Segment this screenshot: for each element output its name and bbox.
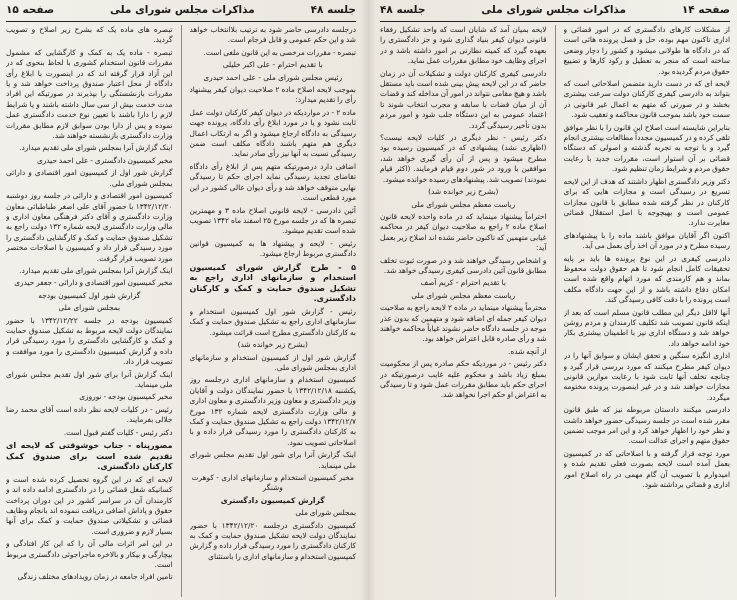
paragraph: دکتر رئیس - کلیات گفتم قبول است. bbox=[63, 427, 173, 437]
paragraph: لایحه ای که در این گروه تحصیل کرده شده است و کسانیکه شغل قضائی را در دادگستری ادامه داده اند و کارمندان آن در سراسر کشور در این دوران پرداخت حقوق و پاداش اضافی دریافت ننموده اند بانجام وظایف قضائی و تشکیلاتی صندوق حمایت و کمک برای آنها بسیار لازم و ضروری است. bbox=[6, 474, 173, 536]
paragraph: از مشکلات کارهای دادگستری که در امور قضائی و اداری تاکنون مهم بوده، حل و فصل پرونده هائی است که در دادگاه ها طولانی میشود و کشور را دچار وضعی ساخته است که منجر به تعطیل و رکود کارها و تضییع حقوق مردم گردیده بود. bbox=[563, 25, 730, 76]
paragraph: اضافی دارد درصورتیکه متهم پس از ابلاغ رأی دادگاه تقاضای تجدید رسیدگی نماید اجرای حکم تا رسیدگی نهایی متوقف خواهد شد و رأی دیوان عالی کشور در این مورد قطعی است. bbox=[189, 161, 356, 203]
page-header bbox=[380, 4, 730, 20]
session-label: جلسه ۴۸ bbox=[310, 4, 356, 16]
page-header-title: مذاکرات مجلس شورای ملی bbox=[110, 4, 255, 16]
paragraph: کمیسیون بودجه در جلسه ۱۳۴۲/۱۲/۲۲ با حضور نمایندگان دولت لایحه مربوط به تشکیل صندوق حمایت و کمک و کارگشایی دادگستری را مورد رسیدگی قرار داده و گزارش کمیسیون دادگستری را مورد موافقت و تصویب قرار داد. bbox=[6, 315, 173, 367]
paragraph: احتراماً پیشنهاد مینماید که در ماده واحده لایحه قانون اصلاح ماده ۲ راجع به صلاحیت دیوان کیفر در محاکمه غیابی متهمین که تاکنون حاضر نشده اند اصلاح زیر بعمل آید: bbox=[380, 211, 547, 253]
header-rule bbox=[6, 21, 356, 22]
paragraph: دکتر رئیس - در موردیکه حکم صادره پس از محکومیت بمبلغ زیاد باشد و محکوم علیه غایب درصورتیکه در اجرای حکم باید مطابق مقررات عمل شود و تا رسیدگی به اعتراض او حکم اجرا نخواهد شد. bbox=[380, 359, 547, 400]
header-rule bbox=[380, 21, 730, 22]
column-divider bbox=[181, 25, 182, 597]
paragraph: کمیسیون استخدام و سازمانهای اداری درجلسه روز یکشنبه ۱۳۴۲/۱۲/۱۸ با حضور نمایندگان دولت و آقایان وزیر دادگستری و معاون وزیر دادگستری و معاون اداری و مالی وزارت دادگستری لایحه شماره ۱۳۲ مورخ ۱۳۴۲/۱۲/۷ دولت راجع به تشکیل صندوق حمایت و کمک به کارکنان دادگستری را مورد رسیدگی قرار داده و با اصلاحاتی تصویب نمود. bbox=[189, 375, 356, 447]
centered-line: مخبر کمیسیون استخدام و سازمانهای اداری - کوهرت وشنگر bbox=[191, 473, 354, 493]
paragraph: لایحه بمیان آمد که شایان است که واحد تشکیل رفقاء قانونی دیوان کیفر بنیاد گذاری شود و جز دادگستری را بعهده گیرد که کمیته نظارتی بر امور داشته باشد و در اجرای وظایف خود مطابق مقررات عمل نماید. bbox=[380, 25, 547, 66]
paragraph: گزارش شور اول از کمیسیون امور اقتصادی و دارائی بمجلس شورای ملی. bbox=[6, 168, 173, 188]
centered-line: با تقدیم احترام - علی اکبر خلیلی bbox=[222, 60, 323, 70]
column-divider bbox=[555, 25, 556, 597]
centered-line: ریاست معظم مجلس شورای ملی bbox=[411, 290, 516, 300]
paragraph: اینک گزارش آنرا برای شور اول تقدیم مجلس شورای ملی مینماید. bbox=[6, 369, 173, 389]
text-columns bbox=[6, 25, 356, 597]
paragraph: گزارش شور اول از کمیسیون استخدام و سازمانهای اداری بمجلس شورای ملی. bbox=[189, 352, 356, 372]
paragraph: رئیس - لایحه و پیشنهاد ها به کمیسیون قوانین دادگستری مربوط ارجاع میشود. bbox=[189, 238, 356, 259]
paragraph: مخبر کمیسیون بودجه - نوروزی bbox=[79, 392, 173, 402]
paragraph: اینک گزارش آنرا برای شور اول تقدیم مجلس شورای ملی مینماید. bbox=[189, 450, 356, 470]
paragraph: آنها لااقل دیگر این مطلب قانون مسلم است که بعد از اینکه قانون تصویب شد تکلیف کارمندان و مردم روشن خواهد شد و دستگاه اداری نیز با اطمینان بیشتری بکار خود ادامه خواهد داد. bbox=[563, 307, 730, 348]
centered-line: رئیس مجلس شورای ملی - علی احمد حیدری bbox=[203, 72, 343, 82]
centered-line: ریاست معظم مجلس شورای ملی bbox=[411, 199, 516, 209]
paragraph: دادرسی کیفری کارکنان دولت و تشکیلات آن در زمان حاضر که در این لایحه پیش بینی شده است باید مستقل باشد و هیچ مقامی نتواند در امور آن مداخله کند و قضات آن از میان قضات با سابقه و مجرب انتخاب شوند تا اعتماد عمومی به این دستگاه جلب شود و امور مردم بدون تأخیر رسیدگی گردد. bbox=[380, 68, 547, 130]
paragraph: در این امر اثرات مالی آن را که این کار افتادگی و بیچارگی و بیکار و بالاخره ماجراجوئی دادگستری مربوط است. bbox=[6, 539, 173, 570]
paragraph: درجلسه دادرسی حاضر شود به ترتیب بلاانتخاب خواهد شد و این حکم عمومی و قابل فرجام است. bbox=[189, 25, 356, 45]
centered-line: گزارش شور اول کمیسیون بودجه bbox=[38, 290, 141, 300]
column-right bbox=[564, 25, 731, 597]
centered-line: (بشرح زیر خوانده شد) bbox=[237, 340, 308, 350]
paragraph: رئیس - در کلیات لایحه نظر داده است آقای محمد رضا جلالی بفرمایند. bbox=[6, 404, 173, 425]
column-left bbox=[6, 25, 173, 597]
centered-line: (بشرح زیر خوانده شد) bbox=[428, 187, 499, 197]
paragraph: ماده ۲ - در مواردیکه در دیوان کیفر کارکنان دولت عمل ثابت نشود و یا در مورد ابلاغ رأی دادگاه، پرونده جهت رسیدگی به دادگاه ارجاع میشود و اگر به ارتکاب اعمال دیگری هم متهم باشند دادگاه مکلف است ضمن رسیدگی نسبت به آنها نیز رأی صادر نماید. bbox=[189, 107, 356, 159]
column-left bbox=[380, 25, 547, 597]
page-header bbox=[6, 4, 356, 20]
paragraph: از آنچه شده. bbox=[508, 346, 547, 356]
section-heading: ۵ - طرح گزارش شورای کمیسیون استخدام و سازمانهای اداری راجع به تشکیل صندوق حمایت و کمک و کارکنان دادگستری. bbox=[189, 262, 356, 304]
page-number: صفحه ۱۴ bbox=[681, 4, 730, 16]
paragraph: تبصره - مقررات مرخصی به این قانون ملغی است. bbox=[203, 47, 356, 57]
session-label: جلسه ۴۸ bbox=[380, 4, 426, 16]
page-number: صفحه ۱۵ bbox=[6, 4, 55, 16]
paragraph: بمجلس شورای ملی bbox=[295, 508, 356, 518]
paragraph: دکتر رئیس - نظر دیگری در کلیات لایحه نیست؟ (اظهاری نشد) پیشنهادی که در کمیسیون رسیده بود مطرح میشود و پس از آن رأی گیری خواهد شد، موافقین با ورود در شور دوم قیام فرمایند. (اکثر قیام نمودند) تصویب شد. پیشنهادهای رسیده خوانده میشود. bbox=[380, 133, 547, 184]
paragraph: تبصره - ماده یک به کمک و کارگشایی که مشمول مقررات قانون استخدام کشوری با لحاظ بنحوی که در این آزاد قرار گرفته اند که در اینصورت با ابلاغ رأی دادگاه از محل اعتبار صندوق پرداخت خواهد شد و یا مقررات بازنشستگی را بپذیرند در صورتیکه این افراد مدت خدمت بیش از سی سال داشته باشند و یا شرایط لازم را دارا باشند با تعیین نوع خدمت دادگستری عمل نموده و پس از دارا بودن سوابق لازم مطابق مقررات وزارت دادگستری بازنشسته خواهند شد. bbox=[6, 47, 173, 141]
page-15 bbox=[0, 0, 368, 600]
paragraph: دکتر وزیر دادگستری اظهار داشتند که هدف از این لایحه تسریع در رسیدگی است و مجازات هایی که برای کارکنان در نظر گرفته شده مطابق با قانون مجازات عمومی است و بهیچوجه با اصل استقلال قضائی مغایرت ندارد. bbox=[563, 176, 730, 228]
paragraph: اداری انگیزه سنگین و تحقق ایشان و سوابق آنها را در دیوان کیفر مطرح میکنند که مورد بررسی قرار گیرد و چنانچه تخلف آنها ثابت شود با رعایت موازین قانونی مجازات خواهند شد و در غیر اینصورت پرونده مختومه میگردد. bbox=[563, 351, 730, 402]
text-columns bbox=[380, 25, 730, 597]
paragraph: رئیس - گزارش شور اول کمیسیون استخدام و سازمانهای اداری راجع به تشکیل صندوق حمایت و کمک به کارکنان دادگستری مطرح است قرائت میشود. bbox=[189, 306, 356, 337]
paragraph: و اشخاص رسیدگی خواهند شد و در صورت ثبوت تخلف مطابق قانون آئین دادرسی کیفری رسیدگی خواهد شد. bbox=[380, 255, 547, 275]
paragraph: دادرسی کیفری در این نوع پرونده ها باید بر پایه تحقیقات کامل انجام شود تا هم حقوق دولت محفوظ بماند و هم کارمندی که مورد اتهام واقع شده است امکان دفاع داشته باشد و از این جهت دادگاه مکلف است پرونده را با دقت کافی رسیدگی کند. bbox=[563, 253, 730, 305]
column-right bbox=[190, 25, 357, 597]
paragraph: دادرسی میکنند دادستان مربوطه نیز که طبق قانون مقرر شده است در جلسه رسیدگی حضور خواهد داشت و نظر خود را اظهار خواهد کرد و این امر موجب تضمین حقوق متهم و اجرای عدالت است. bbox=[563, 405, 730, 446]
paragraph: کمیسیون دادگستری درجلسه ۱۳۴۲/۱۲/۲۰ با حضور نمایندگان دولت لایحه تشکیل صندوق حمایت و کمک به کارکنان دادگستری را مورد رسیدگی قرار داده و گزارش کمیسیون استخدام و سازمانهای اداری را باستثنای bbox=[189, 520, 356, 561]
page-14 bbox=[368, 0, 736, 600]
signature-line: گزارش کمیسیون دادگستری bbox=[220, 495, 325, 505]
paragraph: اینک گزارش آنرا بمجلس شورای ملی تقدیم میدارد. bbox=[19, 265, 173, 275]
centered-line: بمجلس شورای ملی bbox=[58, 303, 121, 313]
paragraph: اینک گزارش آنرا بمجلس شورای ملی تقدیم میدارد. bbox=[19, 143, 173, 153]
paragraph: بموجب لایحه اصلاح ماده ۲ صلاحیت دیوان کیفر پیشنهاد رأی را تقدیم میدارد: bbox=[189, 85, 356, 105]
page-header-title: مذاکرات مجلس شورای ملی bbox=[481, 4, 626, 16]
section-heading: مصورپناه - جناب خوشوقتی که لایحه ای تقدیم شده است برای صندوق کمک کارکنان دادگستری. bbox=[6, 441, 173, 472]
paragraph: آئین دادرسی - لایحه قانونی اصلاح ماده ۳ و مهمترین تبصره ها که در جلسه مورخ ۲۵ اسفند ماه ۱۳۴۲ تصویب شده است تقدیم میشود. bbox=[189, 205, 356, 236]
paragraph: بنابراین شایسته است اصلاح این قانون را با نظر موافق تلقی کرده و در کمیسیون مجدداً مطالعات بیشتری انجام گیرد و با توجه به تجربه گذشته و اصولی که دستگاه قضائی بر آن استوار است، مقررات جدید با رعایت حقوق مردم و شرایط زمان تنظیم شود. bbox=[563, 122, 730, 174]
paragraph: اکنون اگر آقایان موافق باشند ماده را با پیشنهادهای رسیده مطرح و در مورد آن اخذ رأی بعمل می آید. bbox=[563, 230, 730, 251]
paragraph: محترماً پیشنهاد مینماید در ماده ۲ لایحه راجع به صلاحیت دیوان کیفر جمله ای اضافه شود و متهمین که بدون عذر موجه در جلسه دادگاه حاضر نشوند غیاباً محاکمه خواهند شد و رأی صادره قابل اعتراض خواهد بود. bbox=[380, 303, 547, 344]
paragraph: مخبر کمیسیون امور اقتصادی و دارائی - جعفر حیدری bbox=[14, 278, 173, 288]
centered-line: با تقدیم احترام - کریم آصف bbox=[420, 278, 506, 288]
paragraph: مورد توجه قرار گرفته و با اصلاحاتی که در کمیسیون بعمل آمده است لایحه بصورت فعلی تقدیم شده و امیدوارم با تصویب آن گام مهمی در راه اصلاح امور اداری و قضائی برداشته شود. bbox=[563, 448, 730, 490]
paragraph: کمیسیون امور اقتصادی و دارائی در جلسه روز دوشنبه ۱۳۴۲/۱۲/۲۰ با حضور آقای علی اصغر طباطبائی معاون وزارت دادگستری و آقای دکتر فرهنگی معاون اداری و مالی وزارت دادگستری لایحه شماره ۱۳۲ دولت راجع به تشکیل صندوق حمایت و کمک و کارگشایی دادگستری را مورد رسیدگی قرار داد و کمیسیون با اصلاحات مختصر مورد تصویب قرار گرفت. bbox=[6, 191, 173, 263]
paragraph: تامین افراد جامعه در زمان رویدادهای مختلف زندگی bbox=[17, 572, 173, 582]
paragraph: مخبر کمیسیون دادگستری - علی احمد حیدری bbox=[36, 155, 173, 165]
paragraph: لایحه ای که در دست دارید متضمن اصلاحاتی است که بتواند به دادرسی کیفری کارکنان دولت سرعت بیشتری بخشد و در صورتی که متهم به اعمال غیر قانونی در سمت خود باشد بموجب قانون محاکمه و تعقیب شود. bbox=[563, 79, 730, 120]
paragraph: تبصره های ماده یک که بشرح زیر اصلاح و تصویب گردید. bbox=[6, 25, 173, 45]
